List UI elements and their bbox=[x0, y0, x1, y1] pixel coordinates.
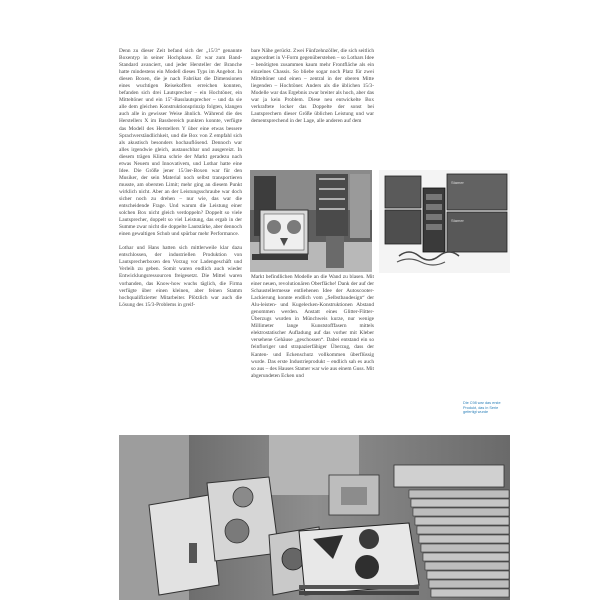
workshop-photo bbox=[250, 170, 372, 272]
caption-line: Die C98 war das erste bbox=[463, 401, 501, 405]
brand-logo: Stamer bbox=[451, 180, 464, 185]
paragraph: bare Nähe gerückt. Zwei Fünfzehnzöller, die sich seitlich angeordnet in V-Form gegenüberstehen – so Lothars Idee – benötigten zusammen kaum mehr Frontfläche als ein einzelnes Chassis. So bliebe sogar noch Platz für zwei Mitteltöner und einen – zentral in der oberen Mitte liegenden – Hochtöner. Anders als die üblichen 15/3-Modelle war das Ergebnis zwar breiter als hoch, aber das war ja kein Problem. Diese neu entwickelte Box verkraftete locker das Doppelte der sonst bei Lautsprechern dieser Größe üblichen Leistung und war dementsprechend in der Lage, alle anderen auf dem bbox=[251, 48, 374, 125]
factory-photo bbox=[119, 435, 510, 600]
speaker-cabinets-photo bbox=[379, 170, 510, 273]
paragraph: Lothar und Hans hatten sich mittlerweile klar dazu entschlossen, der industriellen Produktion von Lautsprecherboxen den Vorzug vor Ladengeschäft und Verleih zu geben. Somit waren endlich auch wieder Entwicklungsressourcen freigesetzt. Die Mittel waren vorhanden, das Know-how wuchs täglich, die Firma verfügte über einen kleinen, aber feinen Stamm hochqualifizierter Mitarbeiter. Plötzlich war auch die Lösung des 15/3-Problems in greif- bbox=[119, 245, 242, 308]
article-column-middle-top bbox=[251, 48, 374, 126]
paragraph: Markt befindlichen Modelle an die Wand zu blasen. Mit einer neuen, revolutionären Oberfläche! Dank der auf der Schaustellermesse entliehenen Idee der Autoscooter-Lackierung konnte endlich vom „Selbstbaudesign“ der Alu-leisten- und Kugelecken-Konstruktionen Abstand genommen werden. Anstatt eines Glitter-Flitter-Überzugs wurden in Münchweis kurze, nur wenige Millimeter lange Kunststofffasern mittels elektrostatischer Aufladung auf das vorher mit Kleber versehene Gehäuse „geschossen“. Dabei entstand ein so feinfloriger und strapazierfähiger Überzug, dass der Kanten- und Eckenschutz vollkommen überflüssig wurde. Das erste Industrieprodukt – endlich sah es auch so aus – des Hauses Stamer war wie aus einem Guss. Mit abgerundeten Ecken und bbox=[251, 274, 374, 379]
brand-logo: Stamer bbox=[451, 218, 464, 223]
article-column-middle-bottom bbox=[251, 274, 374, 380]
photo-caption bbox=[463, 401, 513, 415]
article-column-left bbox=[119, 48, 242, 309]
caption-line: Produkt, das in Serie bbox=[463, 405, 499, 410]
caption-line: gefertigt wurde bbox=[463, 410, 489, 415]
paragraph: Denn zu dieser Zeit befand sich der „15/3“ genannte Boxentyp in seiner Hochphase. Er war zum Band-Standard avanciert, und jeder Hersteller der Branche hatte mindestens ein Modell dieses Typs im Angebot. In diesen Boxen, die je nach Fabrikat die Dimensionen eines wuchtigen Reisekoffers erreichen konnten, befanden sich drei Lautsprecher – ein Hochtöner, ein Mitteltöner und ein 15"-Basslautsprecher – und da sie alle dem gleichen Konstruktionsprinzip folgten, klangen auch alle in gewisser Weise ähnlich. Während die des Herstellers X im Bassbereich punkten konnte, verfügte das Modell des Herstellers Y über eine etwas bessere Sprachverständlichkeit, und die Box von Z empfahl sich als akustisch besonders hochauflösend. Dennoch war alles irgendwie gleich, austauschbar und ausgereizt. In diesem trägen Klima schrie der Markt geradezu nach etwas Neuem und Innovativem, und Lothar hatte eine Idee. Die Größe jener 15/3er-Boxen war für den Musiker, der sein Material noch selbst transportieren musste, am obersten Limit; mehr ging an diesem Punkt wirklich nicht. Aber an der Leistungsschraube war doch sicher noch zu drehen – nur wie, das war die entscheidende Frage. Und warum die Leistung einer solchen Box nicht gleich verdoppeln? Doppelt so viele Lautsprecher, doppelt so viel Leistung, das ergab in der Summe zwar nicht die doppelte Lautstärke, aber dennoch einen gewaltigen Schub und spürbar mehr Performance. bbox=[119, 48, 242, 238]
